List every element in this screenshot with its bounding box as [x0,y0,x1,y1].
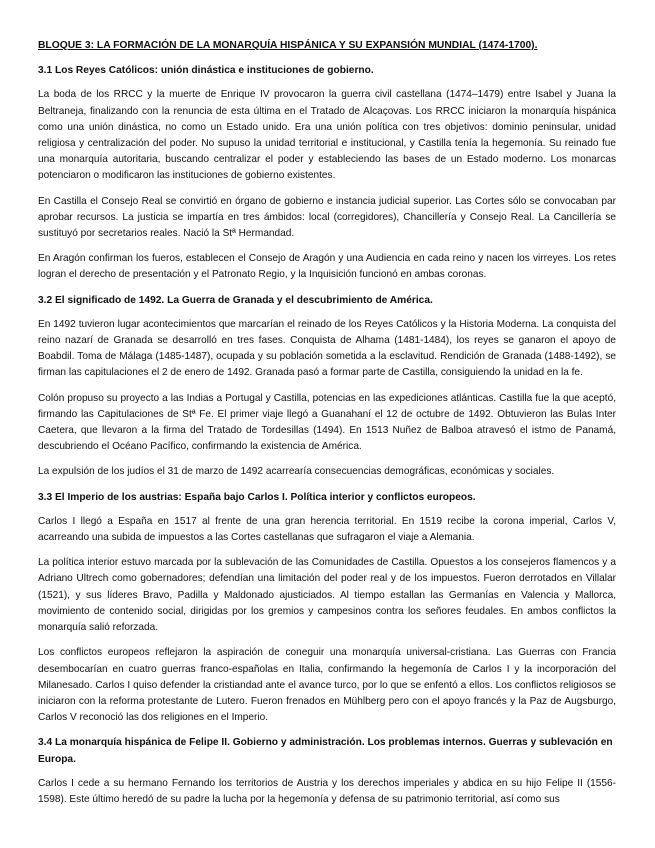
paragraph: La política interior estuvo marcada por la sublevación de las Comunidades de Castilla. Opuestos a los consejeros flamencos y a Adriano Ultrech como gobernadores; defendían una limitación del poder real y de los impuestos. Fueron derrotados en Villalar (1521), y sus líderes Bravo, Padilla y Maldonado ajusticiados. Al tiempo estallan las Germanías en Valencia y Mallorca, movimiento de contenido social, dirigidas por los gremios y campesinos contra los señores feudales. En ambos conflictos la monarquía salió reforzada. [38,557,616,634]
document-title: BLOQUE 3: LA FORMACIÓN DE LA MONARQUÍA HISPÁNICA Y SU EXPANSIÓN MUNDIAL (1474-1700). [38,40,538,51]
paragraph: La expulsión de los judíos el 31 de marzo de 1492 acarrearía consecuencias demográficas, económicas y sociales. [38,466,555,478]
paragraph: La boda de los RRCC y la muerte de Enrique IV provocaron la guerra civil castellana (1474–1479) entre Isabel y Juana la Beltraneja, finalizando con la renuncia de esta última en el Tratado de Alcaçovas. Los RRCC iniciaron la monarquía hispánica como una unión dinástica, no como un Estado unido. Era una unión política con tres objetivos: dominio peninsular, unidad religiosa y centralización del poder. No supuso la unidad territorial e institucional, y Castilla tenía la hegemonía. Su reinado fue una monarquía autoritaria, buscando centralizar el poder y estableciendo las bases de un Estado moderno. Los monarcas potenciaron o modificaron las instituciones de gobierno existentes. [38,89,616,182]
paragraph: Carlos I llegó a España en 1517 al frente de una gran herencia territorial. En 1519 recibe la corona imperial, Carlos V, acarreando una subida de impuestos a las Cortes castellanas que sufragaron el viaje a Alemania. [38,515,616,544]
section-3-2 [38,293,616,481]
paragraph: En Aragón confirman los fueros, establecen el Consejo de Aragón y una Audiencia en cada reino y nacen los virreyes. Los retes logran el derecho de presentación y el Patronato Regio, y la Inquisición funcionó en ambas coronas. [38,253,616,281]
paragraph: Carlos I cede a su hermano Fernando los territorios de Austria y los derechos imperiales y abdica en su hijo Felipe II (1556-1598). Este último heredó de su padre la lucha por la hegemonía y defensa de su patrimonio territorial, así como sus [38,777,616,805]
paragraph: En Castilla el Consejo Real se convirtió en órgano de gobierno e instancia judicial superior. Las Cortes sólo se convocaban par aprobar recursos. La justicia se impartía en tres ámbidos: local (corregidores), Chancillería y Consejo Real. La Cancillería se sustituyó por secretarios reales. Nació la Stª Hermandad. [38,195,616,240]
paragraph: Los conflictos europeos reflejaron la aspiración de coneguir una monarquía universal-cristiana. Las Guerras con Francia desembocarían en cuatro guerras franco-españolas en Italia, confirmando la hegemonía de Carlos I y la incorporación del Milanesado. Carlos I quiso defender la cristiandad ante el avance turco, por lo que se enfentó a ellos. Los conflictos religiosos se iniciaron con la reforma protestante de Lutero. Fueron frenados en Mühlberg pero con el apoyo francés y la Paz de Augsburgo, Carlos V reconoció las dos religiones en el Imperio. [38,647,616,724]
section-heading: 3.4 La monarquía hispánica de Felipe II. Gobierno y administración. Los problemas internos. Guerras y sublevación en Europa. [38,737,613,765]
section-heading: 3.2 El significado de 1492. La Guerra de Granada y el descubrimiento de América. [38,294,433,306]
section-3-3 [38,490,616,727]
section-heading: 3.3 El Imperio de los austrias: España bajo Carlos I. Política interior y conflictos europeos. [38,491,476,503]
section-3-4 [38,735,616,808]
section-heading: 3.1 Los Reyes Católicos: unión dinástica e instituciones de gobierno. [38,65,374,77]
section-3-1 [38,63,616,283]
document-page [38,38,616,808]
paragraph: Colón propuso su proyecto a las Indias a Portugal y Castilla, potencias en las expediciones atlánticas. Castilla fue la que aceptó, firmando las Capitulaciones de Stª Fe. El primer viaje llegó a Guanahaní el 12 de octubre de 1492. Obtuvieron las Bulas Inter Caetera, que llevaron a la firma del Tratado de Tordesillas (1494). En 1513 Nuñez de Balboa atravesó el istmo de Panamá, descubriendo el Océano Pacífico, confirmando la existencia de América. [38,392,616,453]
paragraph: En 1492 tuvieron lugar acontecimientos que marcarían el reinado de los Reyes Católicos y la Historia Moderna. La conquista del reino nazarí de Granada se desarrolló en tres fases. Conquista de Alhama (1481-1484), los reyes se ganaron el apoyo de Boabdil. Toma de Málaga (1485-1487), ocupada y su población sometida a la esclavitud. Rendición de Granada (1488-1492), se firman las capitulaciones el 2 de enero de 1492. Granada pasó a formar parte de Castilla, consiguiendo la unidad en la fe. [38,318,616,379]
